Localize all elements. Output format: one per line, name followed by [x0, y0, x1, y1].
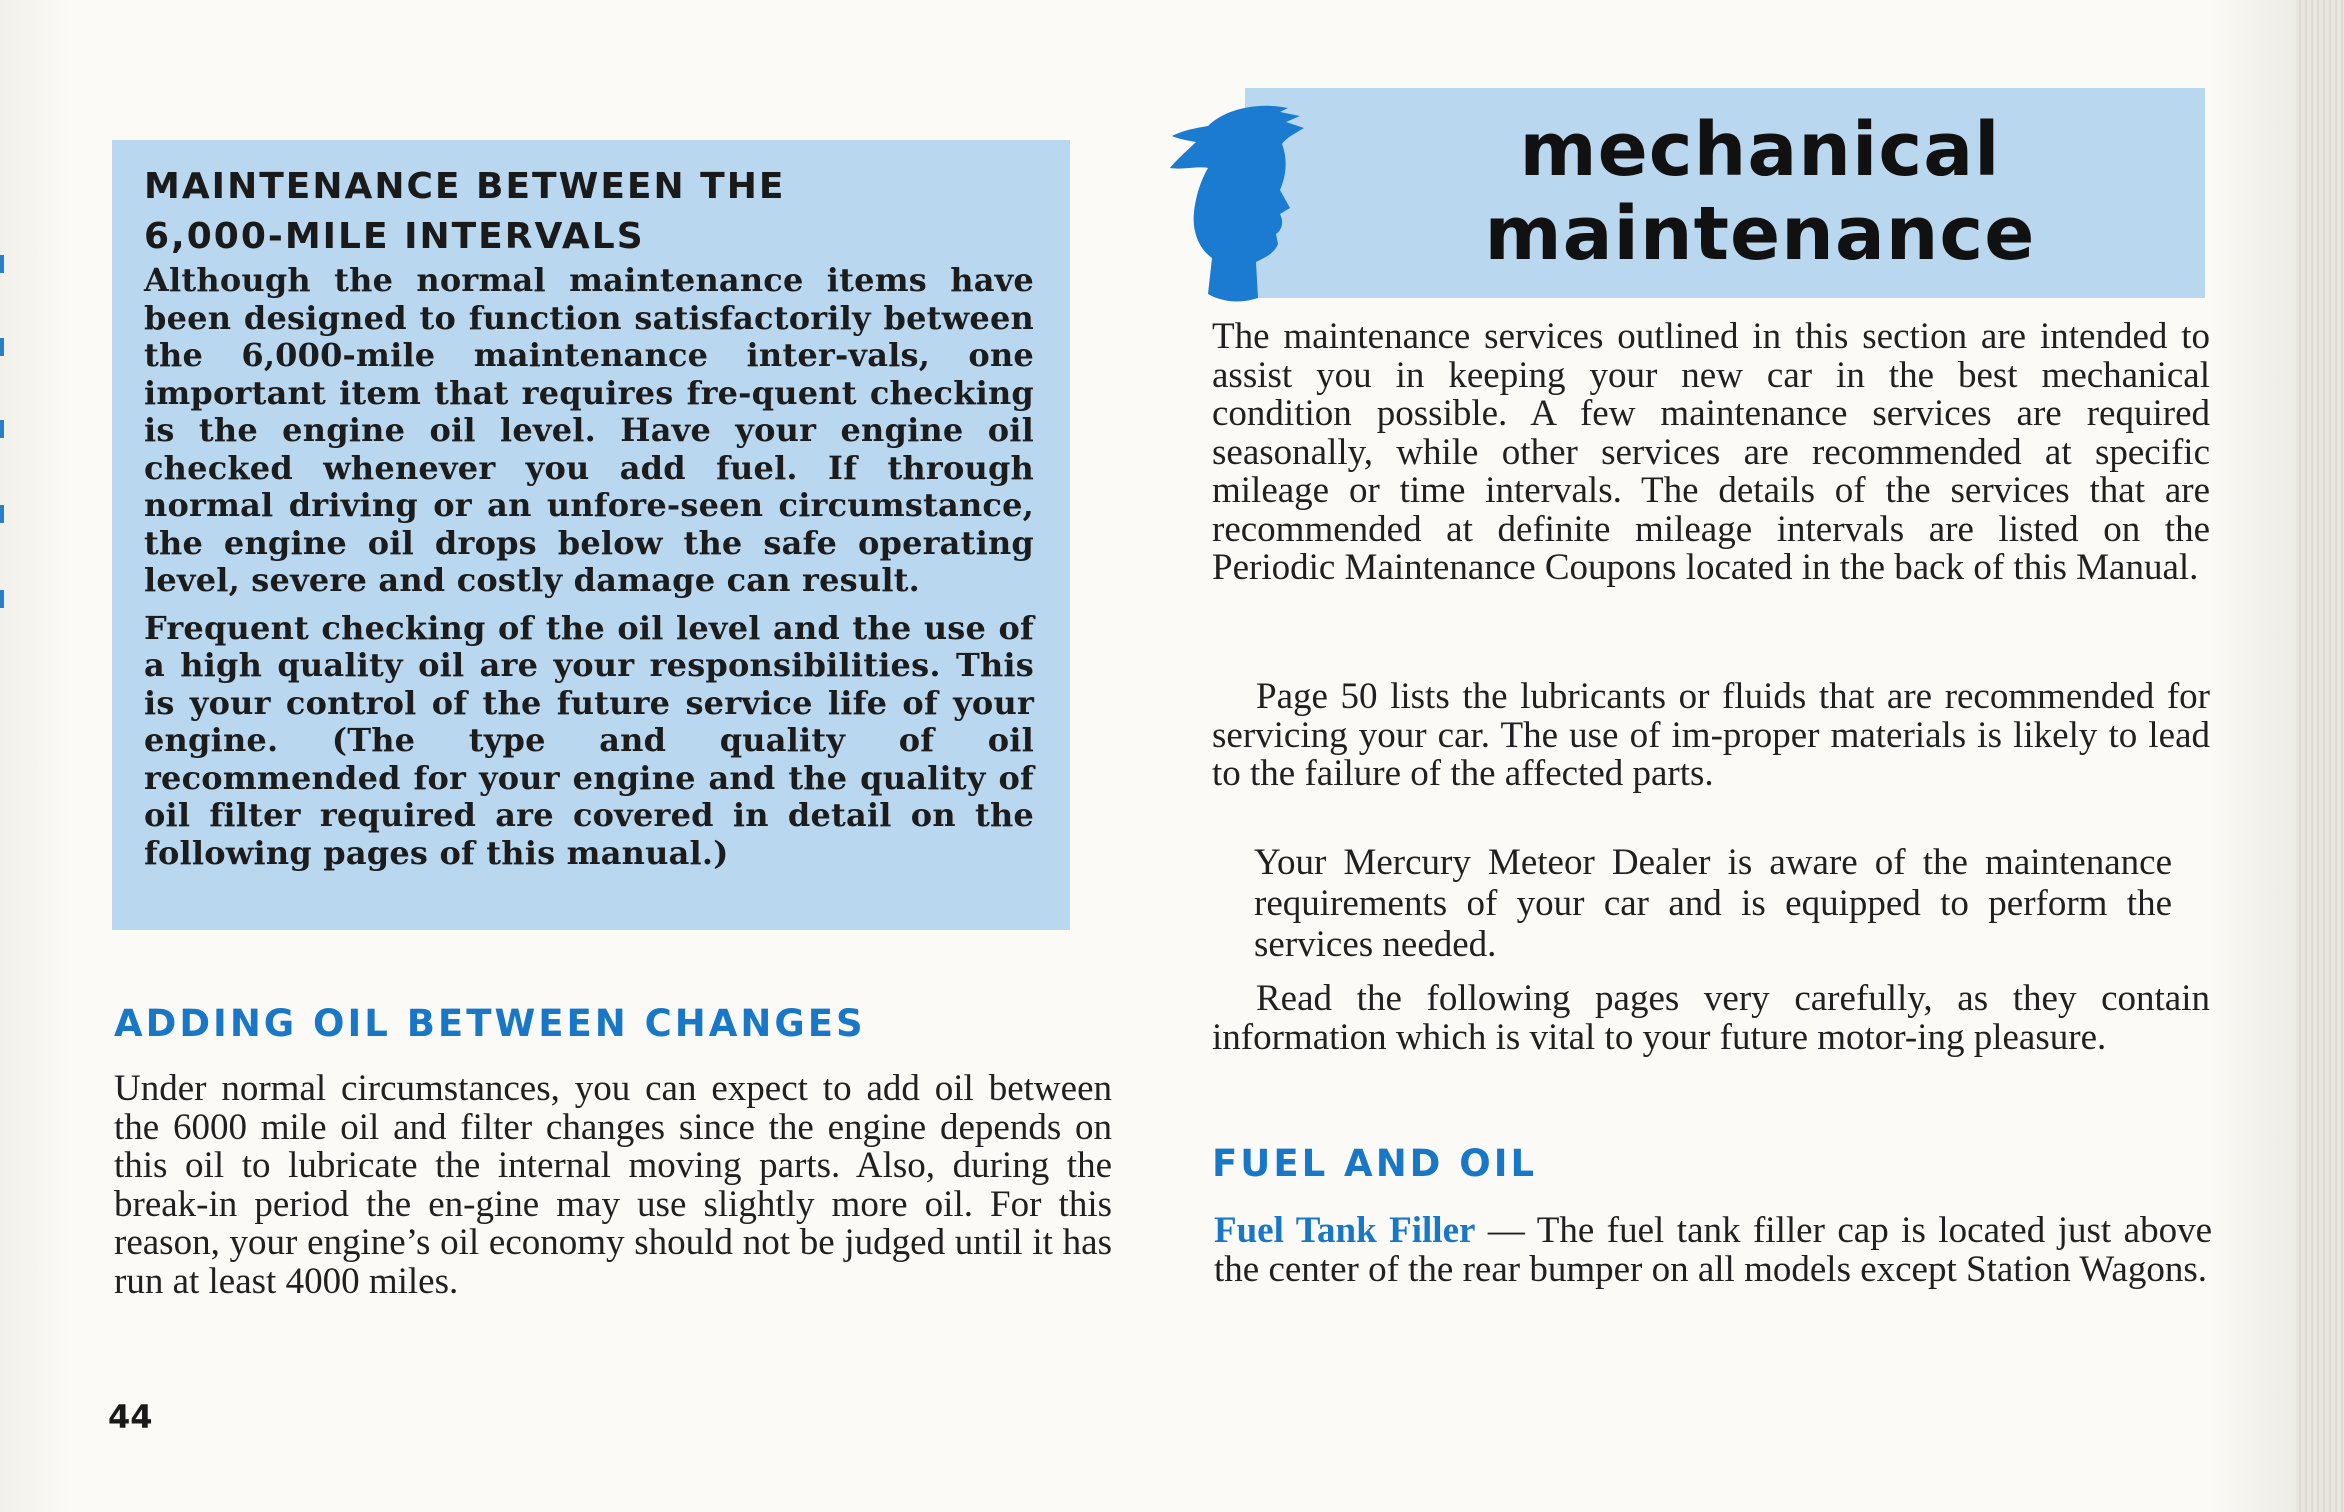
fuel-tank-section: [1214, 1212, 2212, 1289]
adding-oil-heading: ADDING OIL BETWEEN CHANGES: [114, 1002, 866, 1045]
box-heading-line2: 6,000-MILE INTERVALS: [144, 216, 645, 257]
intro-paragraph-3: Your Mercury Meteor Dealer is aware of the maintenance requirements of your car and is equipped to perform the services needed.: [1254, 842, 2172, 965]
read-paragraph-block: [1212, 980, 2210, 1057]
section-title-line1: mechanical: [1519, 107, 2001, 193]
adding-oil-section: [114, 1070, 1112, 1301]
section-title-line2: maintenance: [1484, 191, 2036, 277]
intro-paragraph-4: Read the following pages very carefully, as they contain information which is vital to your future motor-ing pleasure.: [1212, 978, 2210, 1058]
mascot-head-icon: [1168, 98, 1318, 304]
section-title: [1330, 108, 2190, 276]
box-paragraph-1: Although the normal maintenance items have been designed to function satisfactorily between the 6,000-mile maintenance inter-vals, one important item that requires fre-quent checking is the engine oil level. Have your engine oil checked whenever you add fuel. If through normal driving or an unfore-seen circumstance, the engine oil drops below the safe operating level, severe and costly damage can result.: [144, 261, 1034, 599]
intro-paragraph-block: [1212, 318, 2210, 588]
fuel-tank-text: — The fuel tank filler cap is located just above the center of the rear bumper on all models except Station Wagons.: [1214, 1210, 2213, 1290]
box-paragraph-2: Frequent checking of the oil level and the use of a high quality oil are your responsibilities. This is your control of the future service life of your engine. (The type and quality of oil recommended for your engine and the quality of oil filter required are covered in detail on the following pages of this manual.): [144, 608, 1034, 872]
intro-paragraph-2: Page 50 lists the lubricants or fluids that are recommended for servicing your car. The use of im-proper materials is likely to lead to the failure of the affected parts.: [1212, 676, 2210, 794]
adding-oil-paragraph: Under normal circumstances, you can expect to add oil between the 6000 mile oil and filter changes since the engine depends on this oil to lubricate the internal moving parts. Also, during the break-in period the en-gine may use slightly more oil. For this reason, your engine’s oil economy should not be judged until it has run at least 4000 miles.: [114, 1068, 1112, 1302]
intro-paragraph-1: The maintenance services outlined in this section are intended to assist you in keeping your new car in the best mechanical condition possible. A few maintenance services are required seasonally, while other services are recommended at specific mileage or time intervals. The details of the services that are recommended at definite mileage intervals are listed on the Periodic Maintenance Coupons located in the back of this Manual.: [1212, 316, 2210, 588]
lubricants-paragraph-block: [1212, 678, 2210, 794]
maintenance-intervals-box: [112, 140, 1070, 930]
fuel-and-oil-heading: FUEL AND OIL: [1212, 1142, 1538, 1185]
box-heading: [144, 162, 1034, 262]
fuel-tank-paragraph: [1214, 1212, 2212, 1289]
fuel-tank-lead-in: Fuel Tank Filler: [1214, 1210, 1476, 1251]
page-number: 44: [108, 1398, 153, 1436]
dealer-paragraph-block: [1254, 842, 2172, 965]
box-heading-line1: MAINTENANCE BETWEEN THE: [144, 166, 786, 207]
page-edge: [2296, 0, 2344, 1512]
